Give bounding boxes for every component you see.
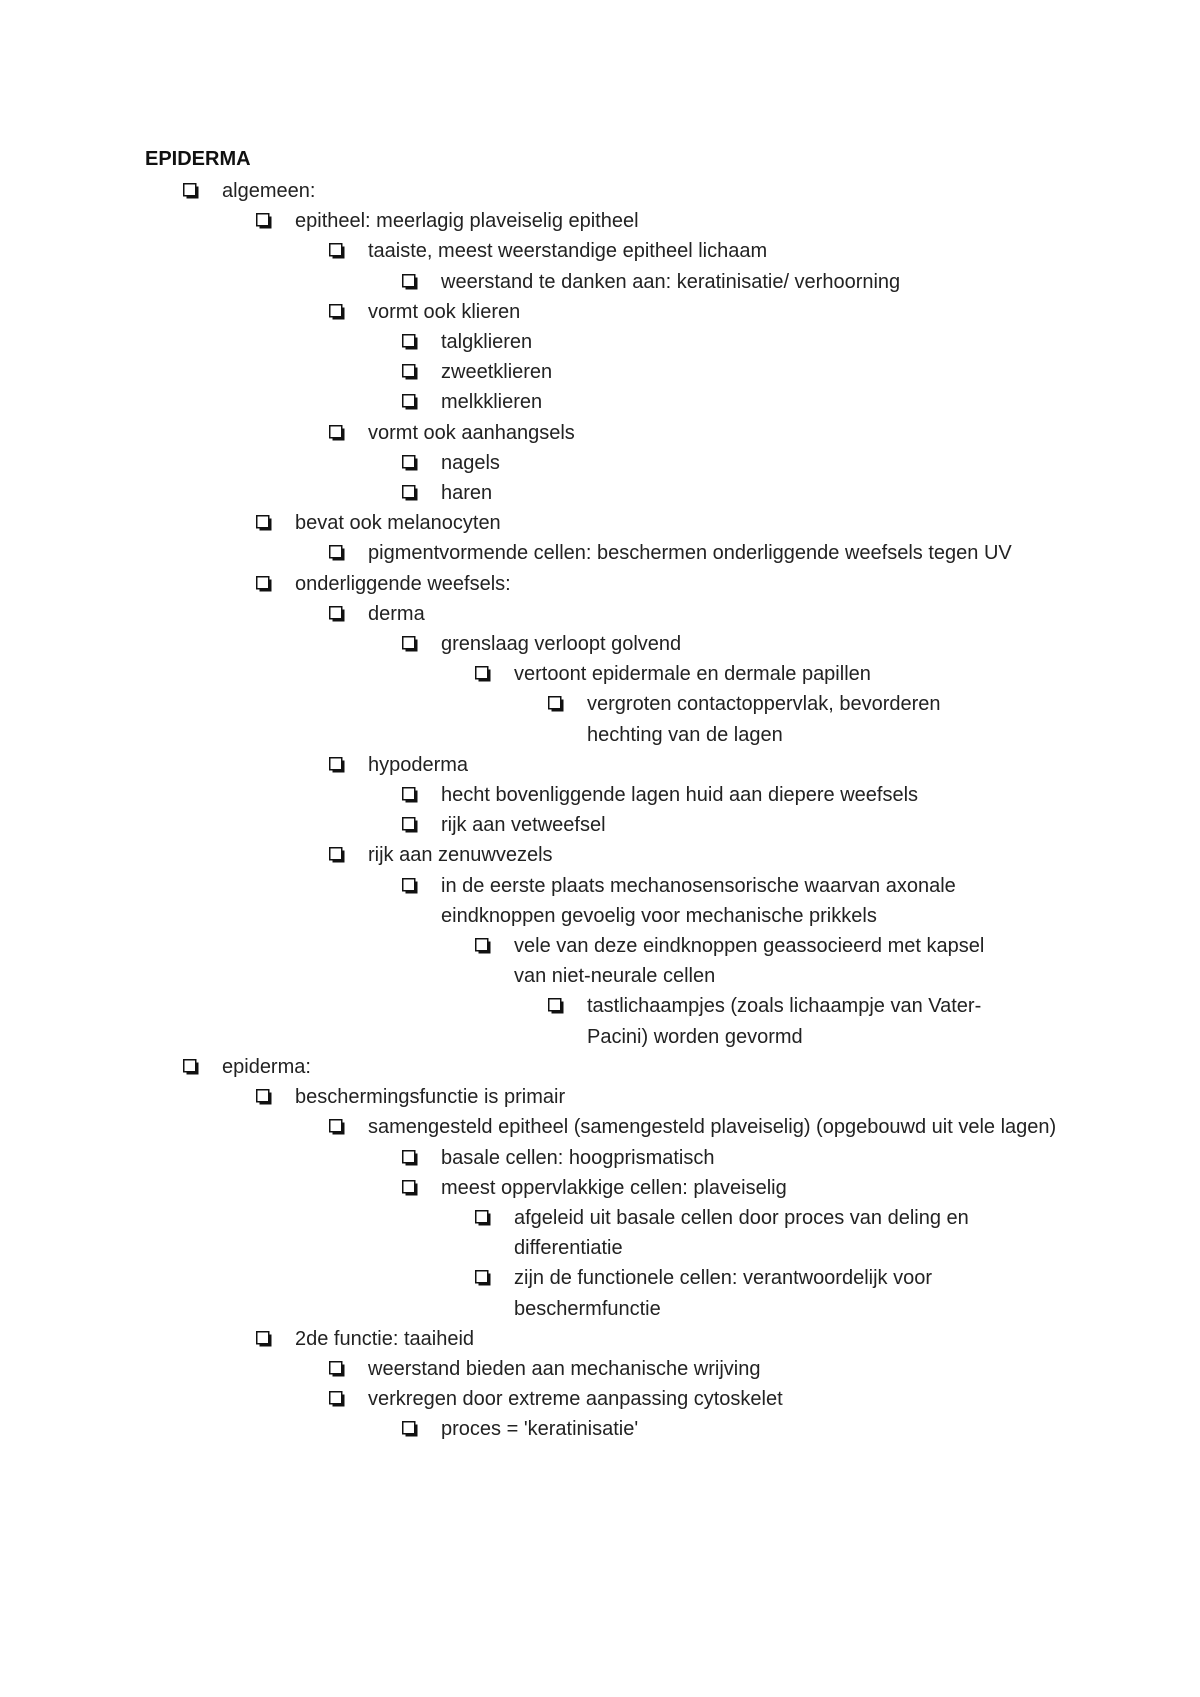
checkbox-icon xyxy=(548,998,564,1014)
list-item xyxy=(256,508,1068,538)
list-item-text: beschermingsfunctie is primair xyxy=(295,1086,566,1109)
checkbox-icon xyxy=(402,1180,418,1196)
checkbox-icon xyxy=(402,334,418,350)
checkbox-icon xyxy=(475,1270,491,1286)
list-item-text: bevat ook melanocyten xyxy=(295,512,501,535)
list-item xyxy=(329,297,1068,327)
list-item xyxy=(402,1414,1068,1444)
list-item-text: tastlichaampjes (zoals lichaampje van Vater-Pacini) worden gevormd xyxy=(587,995,982,1048)
list-item xyxy=(329,1384,1068,1414)
list-item xyxy=(402,629,1068,659)
bullet-outline xyxy=(0,176,1200,1445)
list-item-text: weerstand bieden aan mechanische wrijving xyxy=(368,1357,761,1380)
list-item-text: vormt ook aanhangsels xyxy=(368,421,575,444)
list-item xyxy=(402,267,1068,297)
list-item-text: taaiste, meest weerstandige epitheel lichaam xyxy=(368,240,768,263)
list-item xyxy=(402,357,1068,387)
list-item xyxy=(329,1354,1068,1384)
list-item-text: proces = 'keratinisatie' xyxy=(441,1418,639,1441)
list-item-text: derma xyxy=(368,602,425,625)
list-item-text: onderliggende weefsels: xyxy=(295,572,511,595)
list-item xyxy=(256,206,1068,236)
list-item xyxy=(183,1052,1068,1082)
checkbox-icon xyxy=(256,213,272,229)
list-item-text: epiderma: xyxy=(222,1055,311,1078)
list-item xyxy=(329,750,1068,780)
list-item xyxy=(329,840,1068,870)
list-item-text: 2de functie: taaiheid xyxy=(295,1327,475,1350)
checkbox-icon xyxy=(475,666,491,682)
checkbox-icon xyxy=(256,1089,272,1105)
document-title: EPIDERMA xyxy=(145,148,251,170)
list-item xyxy=(256,1324,1068,1354)
list-item xyxy=(402,810,1068,840)
list-item-text: haren xyxy=(441,482,493,505)
list-item-text: pigmentvormende cellen: beschermen onderliggende weefsels tegen UV xyxy=(368,542,1012,565)
list-item xyxy=(329,538,1068,568)
list-item-text: samengesteld epitheel (samengesteld plaveiselig) (opgebouwd uit vele lagen) xyxy=(368,1116,1057,1139)
checkbox-icon xyxy=(329,425,345,441)
checkbox-icon xyxy=(329,1391,345,1407)
list-item xyxy=(402,780,1068,810)
checkbox-icon xyxy=(329,1361,345,1377)
checkbox-icon xyxy=(548,696,564,712)
list-item-text: talgklieren xyxy=(441,331,533,354)
list-item xyxy=(329,236,1068,266)
list-item-text: in de eerste plaats mechanosensorische waarvan axonale eindknoppen gevoelig voor mechanische prikkels xyxy=(441,874,956,927)
list-item-text: algemeen: xyxy=(222,180,316,202)
list-item xyxy=(402,327,1068,357)
checkbox-icon xyxy=(402,1150,418,1166)
checkbox-icon xyxy=(402,274,418,290)
checkbox-icon xyxy=(329,243,345,259)
list-item xyxy=(329,1112,1068,1142)
checkbox-icon xyxy=(402,636,418,652)
list-item-text: vergroten contactoppervlak, bevorderen hechting van de lagen xyxy=(587,693,941,746)
checkbox-icon xyxy=(402,817,418,833)
list-item-text: meest oppervlakkige cellen: plaveiselig xyxy=(441,1176,787,1199)
list-item-text: basale cellen: hoogprismatisch xyxy=(441,1146,715,1169)
checkbox-icon xyxy=(402,787,418,803)
checkbox-icon xyxy=(329,1119,345,1135)
checkbox-icon xyxy=(329,545,345,561)
checkbox-icon xyxy=(329,304,345,320)
list-item xyxy=(402,1173,1068,1203)
list-item-text: hypoderma xyxy=(368,753,469,776)
checkbox-icon xyxy=(256,515,272,531)
checkbox-icon xyxy=(475,938,491,954)
list-item xyxy=(548,689,988,749)
checkbox-icon xyxy=(475,1210,491,1226)
checkbox-icon xyxy=(329,757,345,773)
list-item-text: zweetklieren xyxy=(441,361,553,384)
checkbox-icon xyxy=(402,394,418,410)
checkbox-icon xyxy=(402,485,418,501)
list-item xyxy=(183,176,1068,206)
checkbox-icon xyxy=(329,847,345,863)
list-item xyxy=(475,931,1020,991)
list-item xyxy=(402,871,1068,931)
list-item xyxy=(329,599,1068,629)
checkbox-icon xyxy=(402,455,418,471)
list-item xyxy=(475,659,1020,689)
list-item xyxy=(329,418,1068,448)
checkbox-icon xyxy=(256,1331,272,1347)
checkbox-icon xyxy=(183,183,199,199)
list-item-text: nagels xyxy=(441,451,500,474)
list-item-text: rijk aan vetweefsel xyxy=(441,814,606,837)
checkbox-icon xyxy=(256,576,272,592)
list-item xyxy=(256,1082,1068,1112)
list-item-text: epitheel: meerlagig plaveiselig epitheel xyxy=(295,210,639,233)
list-item xyxy=(402,387,1068,417)
checkbox-icon xyxy=(402,878,418,894)
list-item-text: melkklieren xyxy=(441,391,543,414)
list-item xyxy=(548,991,988,1051)
checkbox-icon xyxy=(402,364,418,380)
list-item-text: zijn de functionele cellen: verantwoordelijk voor beschermfunctie xyxy=(514,1267,933,1320)
list-item xyxy=(402,478,1068,508)
list-item-text: afgeleid uit basale cellen door proces van deling en differentiatie xyxy=(514,1206,969,1260)
list-item xyxy=(402,448,1068,478)
list-item-text: vertoont epidermale en dermale papillen xyxy=(514,663,871,686)
checkbox-icon xyxy=(402,1421,418,1437)
checkbox-icon xyxy=(329,606,345,622)
list-item-text: vele van deze eindknoppen geassocieerd met kapsel van niet-neurale cellen xyxy=(514,935,985,988)
list-item xyxy=(256,569,1068,599)
list-item xyxy=(475,1203,1020,1263)
list-item-text: rijk aan zenuwvezels xyxy=(368,844,553,867)
list-item xyxy=(402,1143,1068,1173)
list-item-text: grenslaag verloopt golvend xyxy=(441,633,682,656)
checkbox-icon xyxy=(183,1059,199,1075)
list-item-text: verkregen door extreme aanpassing cytoskelet xyxy=(368,1388,783,1411)
list-item-text: vormt ook klieren xyxy=(368,300,521,323)
list-item-text: weerstand te danken aan: keratinisatie/ verhoorning xyxy=(441,270,901,293)
list-item-text: hecht bovenliggende lagen huid aan diepere weefsels xyxy=(441,784,919,807)
list-item xyxy=(475,1263,1020,1323)
